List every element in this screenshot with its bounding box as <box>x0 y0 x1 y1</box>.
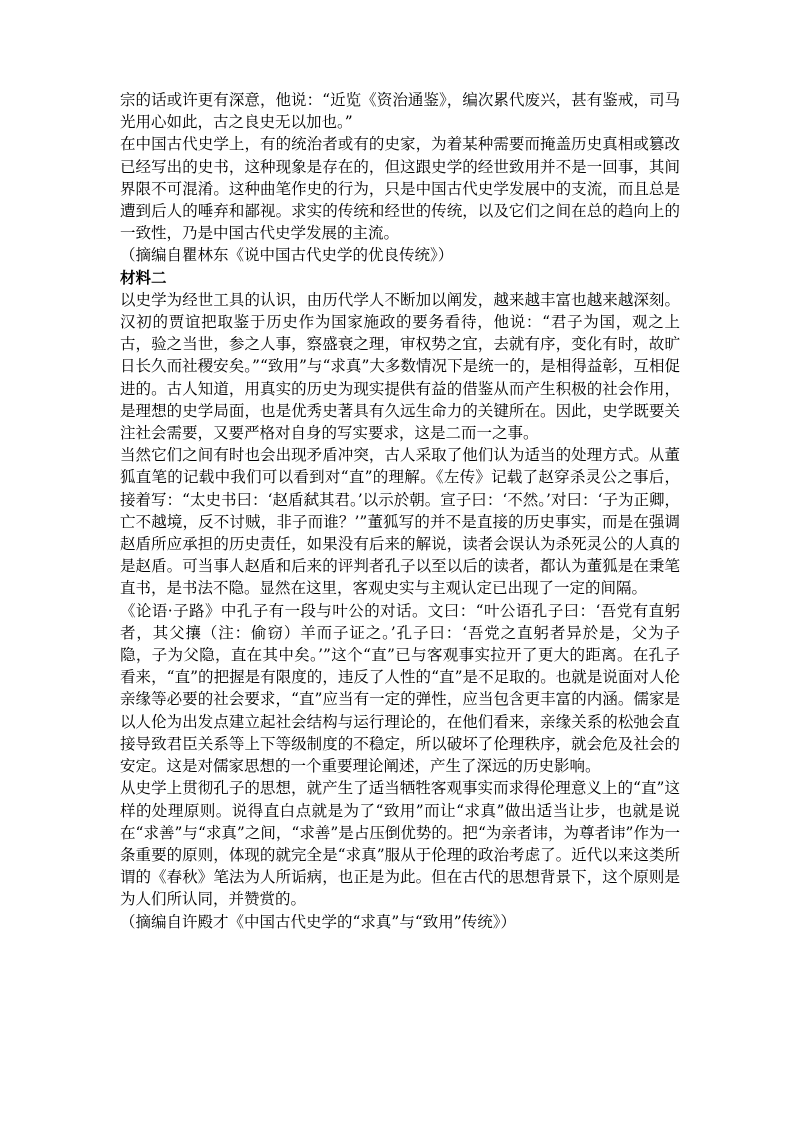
paragraph-6: 从史学上贯彻孔子的思想，就产生了适当牺牲客观事实而求得伦理意义上的“直”这样的处理原则。说得直白点就是为了“致用”而让“求真”做出适当让步，也就是说在“求善”与“求真”之间，“求善”是占压倒优势的。把“为亲者讳，为尊者讳”作为一条重要的原则，体现的就完全是“求真”服从于伦理的政治考虑了。近代以来这类所谓的《春秋》笔法为人所诟病，也正是为此。但在古代的思想背景下，这个原则是为人们所认同，并赞赏的。 <box>120 779 680 909</box>
source-citation-1: （摘编自瞿林东《说中国古代史学的优良传统》） <box>120 246 454 265</box>
paragraph-3: 以史学为经世工具的认识，由历代学人不断加以阐发，越来越丰富也越来越深刻。汉初的贾谊把取鉴于历史作为国家施政的要务看待，他说：“君子为国，观之上古，验之当世，参之人事，察盛衰之理，审权势之宜，去就有序，变化有时，故旷日长久而社稷安矣。”“致用”与“求真”大多数情况下是统一的，是相得益彰，互相促进的。古人知道，用真实的历史为现实提供有益的借鉴从而产生积极的社会作用，是理想的史学局面，也是优秀史著具有久远生命力的关键所在。因此，史学既要关注社会需要，又要严格对自身的写实要求，这是二而一之事。 <box>120 290 680 443</box>
paragraph-1: 宗的话或许更有深意，他说：“近览《资治通鉴》，编次累代废兴，甚有鉴戒，司马光用心如此，古之良史无以加也。” <box>120 91 680 132</box>
paragraph-5: 《论语·子路》中孔子有一段与叶公的对话。文曰：“叶公语孔子曰：‘吾党有直躬者，其父攘（注：偷窃）羊而子证之。’孔子曰：‘吾党之直躬者异於是，父为子隐，子为父隐，直在其中矣。’”这个“直”已与客观事实拉开了更大的距离。在孔子看来，“直”的把握是有限度的，违反了人性的“直”是不足取的。也就是说面对人伦亲缘等必要的社会要求，“直”应当有一定的弹性，应当包含更丰富的内涵。儒家是以人伦为出发点建立起社会结构与运行理论的，在他们看来，亲缘关系的松弛会直接导致君臣关系等上下等级制度的不稳定，所以破坏了伦理秩序，就会危及社会的安定。这是对儒家思想的一个重要理论阐述，产生了深远的历史影响。 <box>120 601 680 776</box>
section-heading-material-2: 材料二 <box>120 268 167 287</box>
paragraph-2: 在中国古代史学上，有的统治者或有的史家，为着某种需要而掩盖历史真相或篡改已经写出的史书，这种现象是存在的，但这跟史学的经世致用并不是一回事，其间界限不可混淆。这种曲笔作史的行为，只是中国古代史学发展中的支流，而且总是遭到后人的唾弃和鄙视。求实的传统和经世的传统，以及它们之间在总的趋向上的一致性，乃是中国古代史学发展的主流。 <box>120 135 680 243</box>
document-body <box>120 89 680 933</box>
source-citation-2: （摘编自许殿才《中国古代史学的“求真”与“致用”传统》） <box>120 912 516 931</box>
paragraph-4: 当然它们之间有时也会出现矛盾冲突，古人采取了他们认为适当的处理方式。从董狐直笔的记载中我们可以看到对“直”的理解。《左传》记载了赵穿杀灵公之事后，接着写：“太史书曰：‘赵盾弑其君。’以示於朝。宣子曰：‘不然。’对曰：‘子为正卿，亡不越境，反不讨贼，非子而谁？’”董狐写的并不是直接的历史事实，而是在强调赵盾所应承担的历史责任，如果没有后来的解说，读者会误认为杀死灵公的人真的是赵盾。可当事人赵盾和后来的评判者孔子以至以后的读者，都认为董狐是在秉笔直书，是书法不隐。显然在这里，客观史实与主观认定已出现了一定的间隔。 <box>120 446 680 598</box>
